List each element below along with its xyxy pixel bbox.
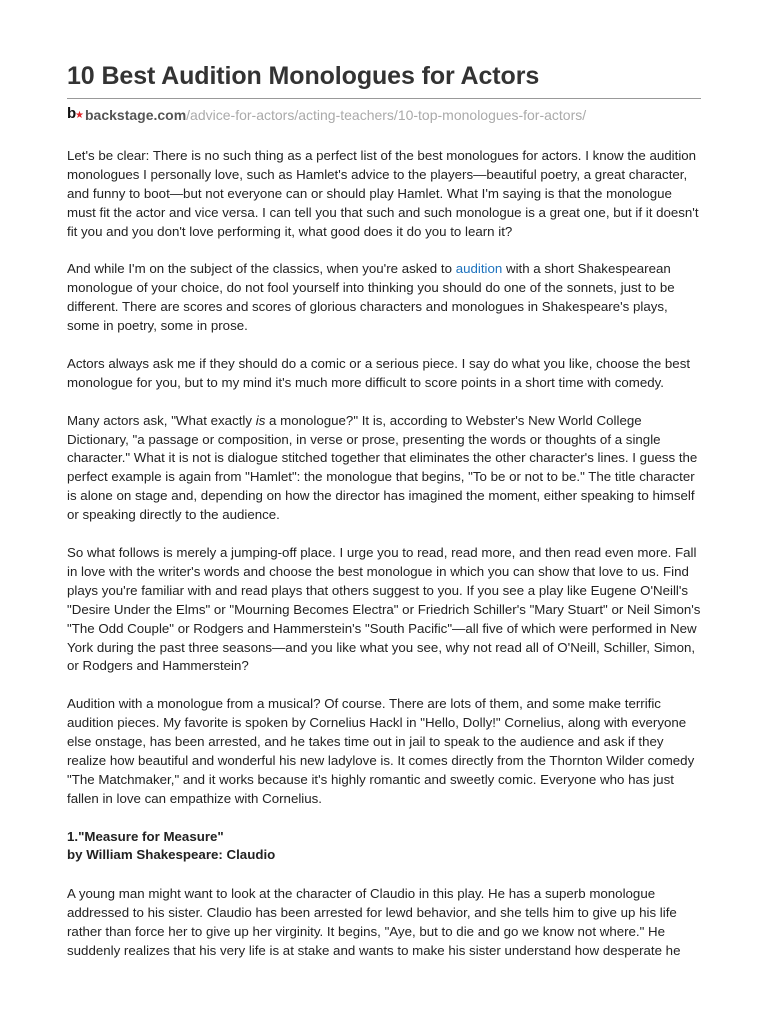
paragraph-jumping-off: So what follows is merely a jumping-off place. I urge you to read, read more, and then read even more. Fall in love with the writer's words and choose the best monologue in which you can show that love to us. Find plays you're familiar with and read plays that others suggest to you. If you see a play like Eugene O'Neill's "Desire Under the Elms" or "Mourning Becomes Electra" or Friedrich Schiller's "Mary Stuart" or Neil Simon's "The Odd Couple" or Rodgers and Hammerstein's "South Pacific"—all five of which were performed in New York during the past three seasons—and you like what you see, why not read all of O'Neill, Schiller, Simon, or Rodgers and Hammerstein? <box>67 544 701 674</box>
article-title: 10 Best Audition Monologues for Actors <box>67 62 540 90</box>
article-body <box>67 147 701 961</box>
backstage-logo-icon: b ★ <box>67 105 84 122</box>
paragraph-classics: And while I'm on the subject of the classics, when you're asked to audition with a short Shakespearean monologue of your choice, do not fool yourself into thinking you should do one of the sonnets, just to be different. There are scores and scores of glorious characters and monologues in Shakespeare's plays, some in poetry, some in prose. <box>67 261 675 334</box>
paragraph-intro: Let's be clear: There is no such thing as a perfect list of the best monologues for actors. I know the audition monologues I personally love, such as Hamlet's advice to the players—beautiful poetry, a great character, and funny to boot—but not everyone can or should play Hamlet. What I'm saying is that the monologue must fit the actor and vice versa. I can tell you that such and such monologue is a great one, but if it doesn't fit you and you don't love performing it, what good does it do you to learn it? <box>67 148 699 239</box>
article <box>67 0 701 980</box>
title-divider <box>67 98 701 99</box>
paragraph-definition: Many actors ask, "What exactly is a monologue?" It is, according to Webster's New World College Dictionary, "a passage or composition, in verse or prose, presenting the words or thoughts of a single character." What it is not is dialogue stitched together that eliminates the other character's lines. I guess the perfect example is again from "Hamlet": the monologue that begins, "To be or not to be." The title character is alone on stage and, depending on how the director has imagined the moment, either speaking to himself or speaking directly to the audience. <box>67 412 698 523</box>
source-domain: backstage.com <box>85 107 187 123</box>
section-subtitle: by William Shakespeare: Claudio <box>67 847 276 863</box>
paragraph-claudio: A young man might want to look at the character of Claudio in this play. He has a superb monologue addressed to his sister. Claudio has been arrested for lewd behavior, and she tells him to give up his life rather than force her to give up her virginity. It begins, "Aye, but to die and go we know not where." He suddenly realizes that his very life is at stake and wants to make his sister understand how desperate he <box>67 886 681 959</box>
section-heading-measure-for-measure <box>67 828 701 866</box>
paragraph-musical: Audition with a monologue from a musical? Of course. There are lots of them, and some make terrific audition pieces. My favorite is spoken by Cornelius Hackl in "Hello, Dolly!" Cornelius, along with everyone else onstage, has been arrested, and he takes time out in jail to speak to the audience and ask if they realize how beautiful and wonderful his new ladylove is. It comes directly from the Thornton Wilder comedy "The Matchmaker," and it works because it's highly romantic and sweetly comic. Everyone who has just fallen in love can empathize with Cornelius. <box>67 696 695 806</box>
paragraph-comic: Actors always ask me if they should do a comic or a serious piece. I say do what you like, choose the best monologue for you, but to my mind it's much more difficult to score points in a short time with comedy. <box>67 355 691 390</box>
audition-link[interactable]: audition <box>455 261 503 277</box>
source-path: /advice-for-actors/acting-teachers/10-top-monologues-for-actors/ <box>186 107 587 123</box>
source-line <box>67 107 701 123</box>
section-title: 1."Measure for Measure" <box>67 828 224 844</box>
